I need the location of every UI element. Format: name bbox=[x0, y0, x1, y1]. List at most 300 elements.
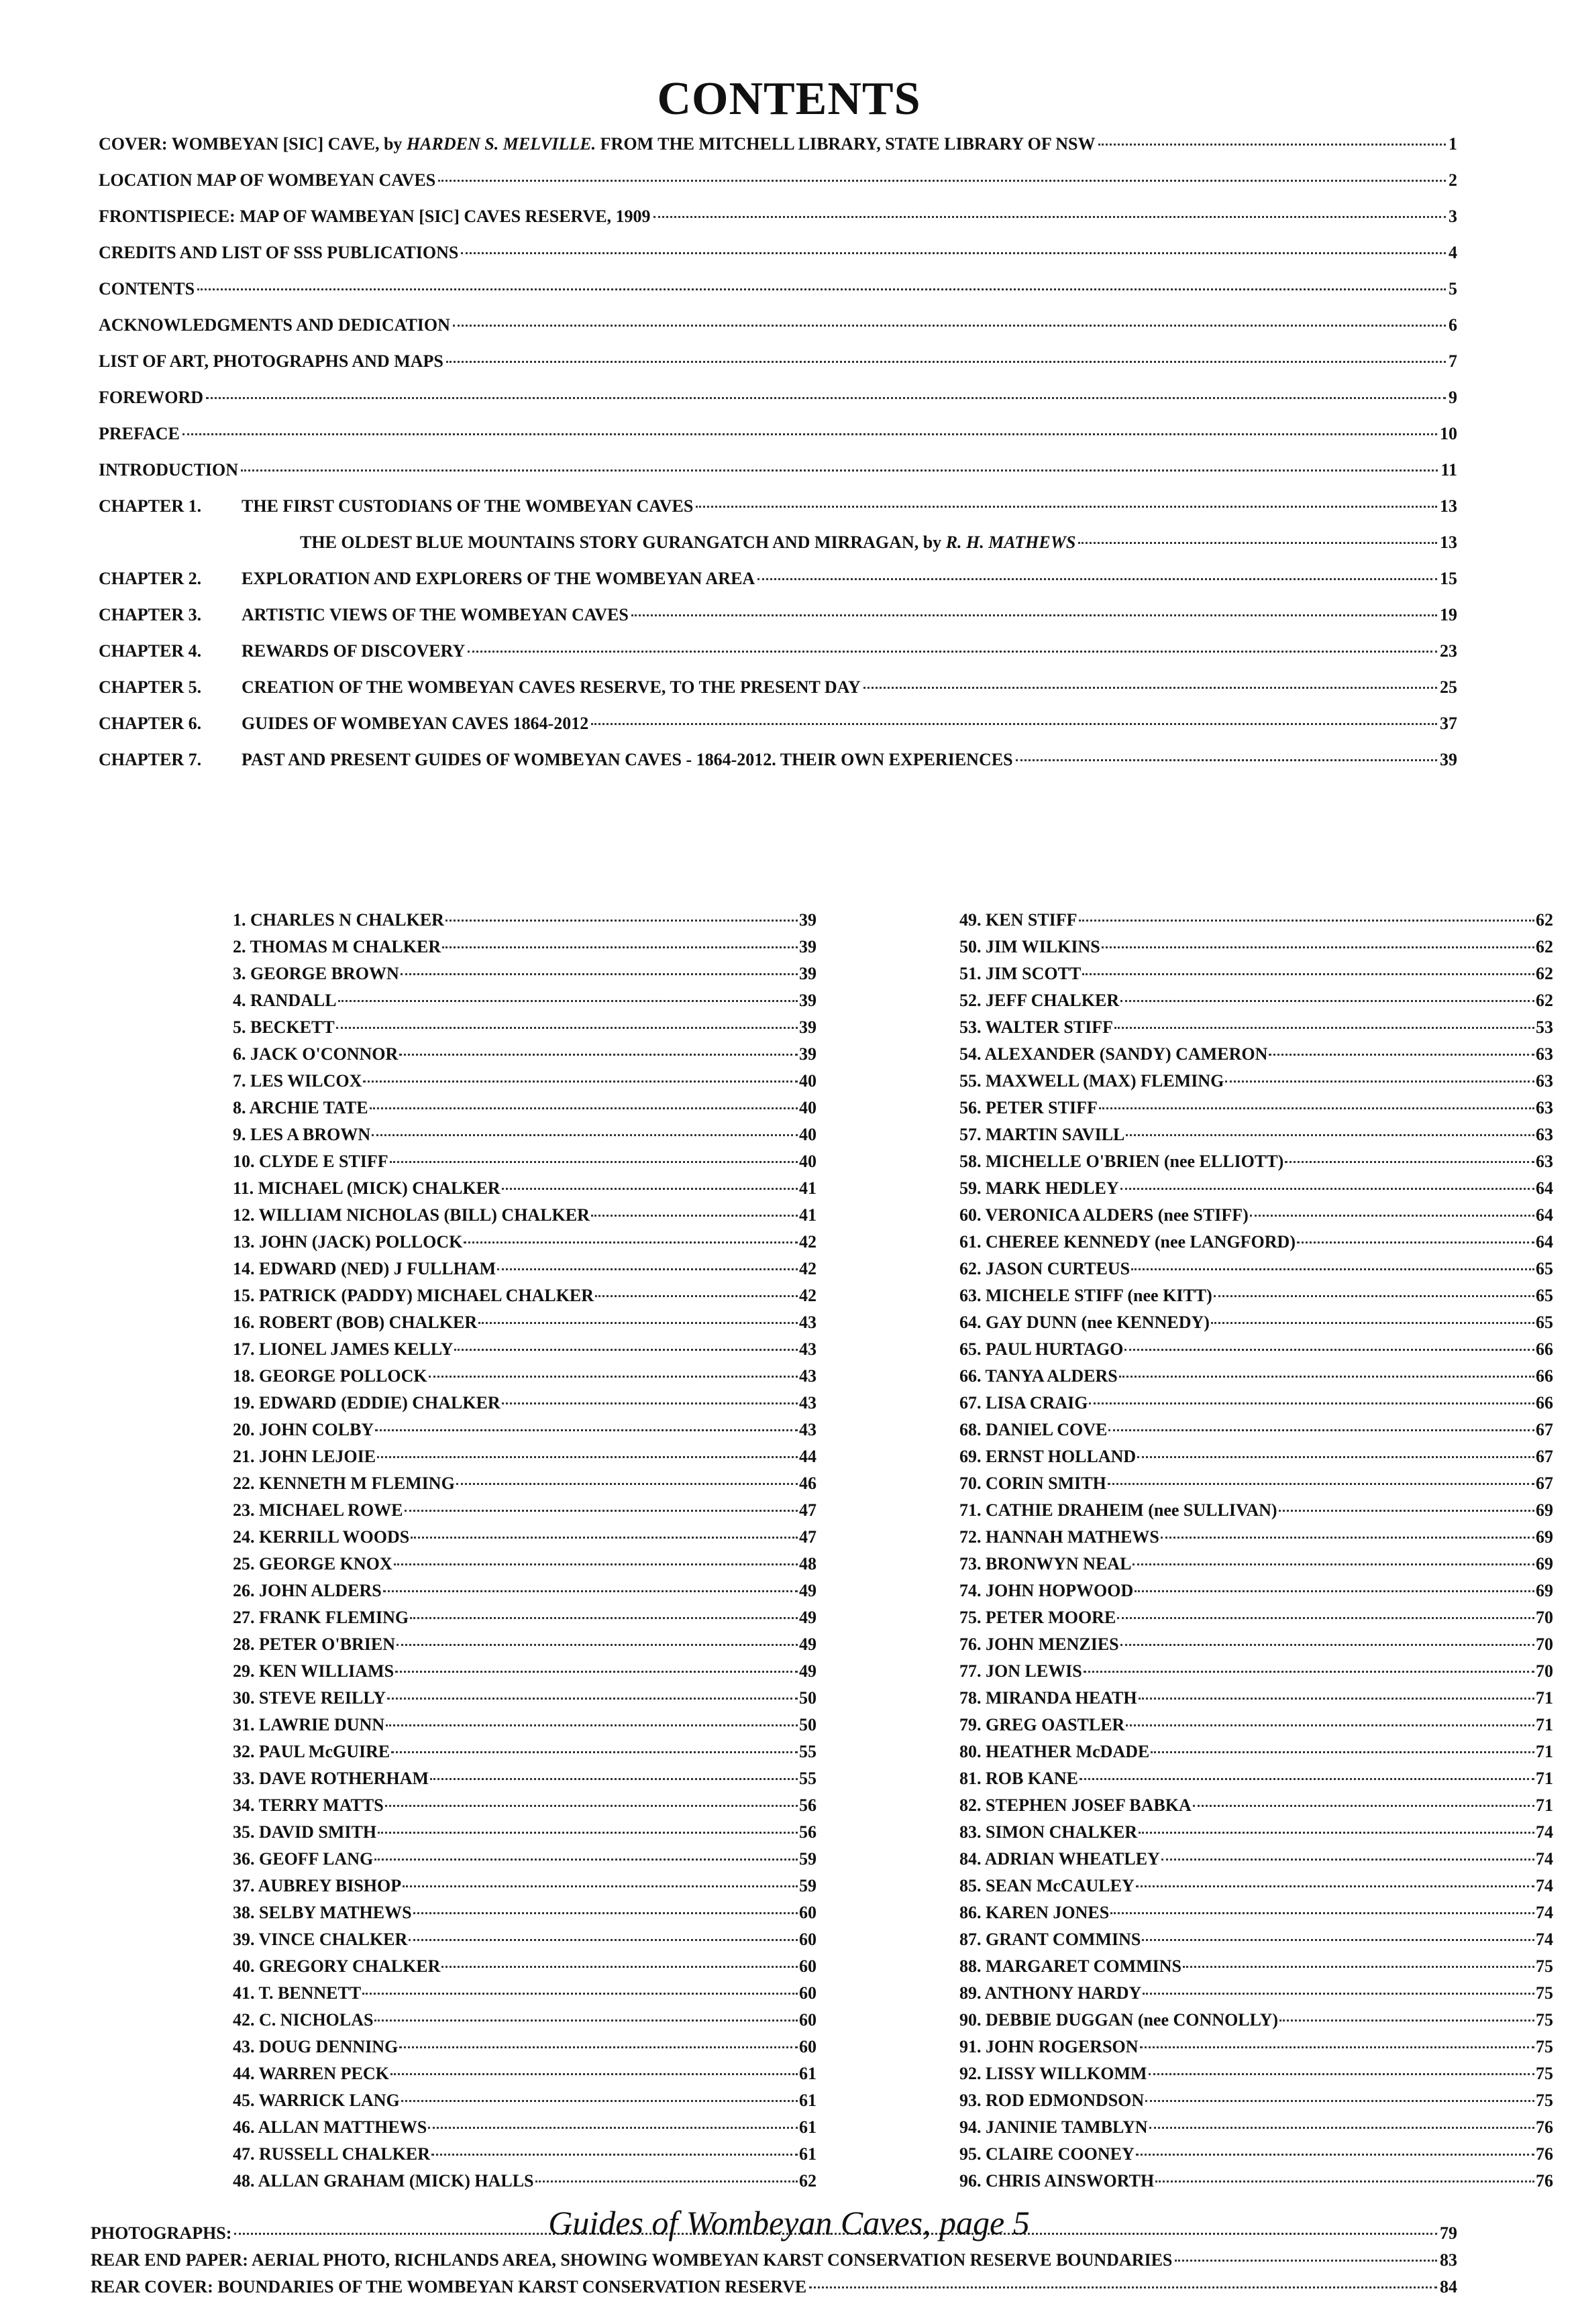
dot-leader bbox=[502, 1402, 798, 1404]
dot-leader bbox=[1269, 1054, 1534, 1056]
page-number: 62 bbox=[1536, 991, 1553, 1010]
guide-entry bbox=[233, 1500, 817, 1527]
page-number: 60 bbox=[799, 2010, 817, 2030]
page-title: CONTENTS bbox=[657, 73, 921, 125]
guide-name: 51. JIM SCOTT bbox=[959, 964, 1082, 983]
guide-name: 88. MARGARET COMMINS bbox=[959, 1956, 1182, 1976]
guide-name: 85. SEAN McCAULEY bbox=[959, 1876, 1135, 1895]
guide-entry bbox=[959, 1983, 1553, 2010]
guide-entry bbox=[233, 1098, 817, 1125]
guide-name: 20. JOHN COLBY bbox=[233, 1420, 374, 1439]
guide-name: 11. MICHAEL (MICK) CHALKER bbox=[233, 1178, 501, 1198]
guide-name: 71. CATHIE DRAHEIM (nee SULLIVAN) bbox=[959, 1500, 1277, 1520]
dot-leader bbox=[468, 651, 1437, 653]
dot-leader bbox=[386, 1724, 798, 1726]
guide-entry bbox=[233, 991, 817, 1017]
page-number: 75 bbox=[1536, 2064, 1553, 2083]
guide-entry bbox=[959, 1071, 1553, 1098]
guide-entry bbox=[959, 1178, 1553, 1205]
page-number: 74 bbox=[1536, 1876, 1553, 1895]
guide-entry bbox=[959, 1017, 1553, 1044]
page-number: 74 bbox=[1536, 1849, 1553, 1869]
guide-name: 52. JEFF CHALKER bbox=[959, 991, 1120, 1010]
page-number: 60 bbox=[799, 1956, 817, 1976]
page-number: 61 bbox=[799, 2064, 817, 2083]
dot-leader bbox=[502, 1188, 798, 1190]
page-number: 23 bbox=[1440, 641, 1457, 661]
page-number: 65 bbox=[1536, 1313, 1553, 1332]
guide-entry bbox=[959, 1661, 1553, 1688]
guide-entry bbox=[233, 1581, 817, 1608]
guide-entry bbox=[233, 1822, 817, 1849]
chapter-label: CHAPTER 3. bbox=[99, 605, 202, 624]
entry-title-text: THE OLDEST BLUE MOUNTAINS STORY GURANGATCH AND MIRRAGAN, by bbox=[300, 533, 946, 552]
guide-entry bbox=[959, 1688, 1553, 1715]
guide-name: 64. GAY DUNN (nee KENNEDY) bbox=[959, 1313, 1210, 1332]
page-number: 40 bbox=[799, 1125, 817, 1144]
page-number: 39 bbox=[799, 991, 817, 1010]
page-number: 47 bbox=[799, 1527, 817, 1547]
guide-name: 87. GRANT COMMINS bbox=[959, 1930, 1141, 1949]
guide-name: 78. MIRANDA HEATH bbox=[959, 1688, 1137, 1708]
guide-name: 69. ERNST HOLLAND bbox=[959, 1447, 1137, 1466]
dot-leader bbox=[363, 1081, 798, 1083]
page-number: 43 bbox=[799, 1366, 817, 1386]
dot-leader bbox=[1137, 1456, 1534, 1458]
toc-entry bbox=[99, 134, 1457, 170]
dot-leader bbox=[399, 1054, 798, 1056]
page-number: 69 bbox=[1536, 1581, 1553, 1600]
page-number: 71 bbox=[1536, 1742, 1553, 1761]
guide-entry bbox=[959, 1366, 1553, 1393]
dot-leader bbox=[387, 1698, 798, 1700]
toc-entry bbox=[99, 750, 1457, 786]
page-number: 66 bbox=[1536, 1393, 1553, 1413]
toc-entry bbox=[99, 170, 1457, 207]
guide-entry bbox=[959, 1930, 1553, 1956]
page-number: 25 bbox=[1440, 677, 1457, 697]
page-number: 56 bbox=[799, 1795, 817, 1815]
page-number: 7 bbox=[1449, 351, 1457, 371]
page-number: 60 bbox=[799, 2037, 817, 2056]
entry-title-text: ACKNOWLEDGMENTS AND DEDICATION bbox=[99, 315, 450, 335]
page-number: 69 bbox=[1536, 1527, 1553, 1547]
chapter-label: CHAPTER 1. bbox=[99, 496, 202, 516]
dot-leader bbox=[378, 1832, 798, 1834]
dot-leader bbox=[374, 1859, 798, 1861]
page-number: 40 bbox=[799, 1071, 817, 1091]
guide-name: 27. FRANK FLEMING bbox=[233, 1608, 409, 1627]
page-number: 55 bbox=[799, 1769, 817, 1788]
entry-title-text: EXPLORATION AND EXPLORERS OF THE WOMBEYAN AREA bbox=[242, 569, 755, 588]
entry-title-text: THE FIRST CUSTODIANS OF THE WOMBEYAN CAVES bbox=[242, 496, 694, 516]
guide-entry bbox=[959, 1152, 1553, 1178]
dot-leader bbox=[1108, 1429, 1534, 1431]
dot-leader bbox=[1126, 1724, 1534, 1726]
guide-entry bbox=[959, 1822, 1553, 1849]
page-number: 19 bbox=[1440, 605, 1457, 624]
guide-name: 68. DANIEL COVE bbox=[959, 1420, 1108, 1439]
entry-title-italic: R. H. MATHEWS bbox=[945, 533, 1076, 552]
guide-name: 95. CLAIRE COONEY bbox=[959, 2144, 1135, 2164]
toc-entry bbox=[99, 424, 1457, 460]
dot-leader bbox=[1131, 1268, 1534, 1270]
guide-name: 53. WALTER STIFF bbox=[959, 1017, 1114, 1037]
dot-leader bbox=[374, 2019, 798, 2022]
guide-name: 72. HANNAH MATHEWS bbox=[959, 1527, 1159, 1547]
dot-leader bbox=[1214, 1295, 1534, 1297]
entry-title-text: LIST OF ART, PHOTOGRAPHS AND MAPS bbox=[99, 351, 443, 371]
dot-leader bbox=[1124, 1349, 1534, 1351]
dot-leader bbox=[1136, 1885, 1534, 1887]
guide-entry bbox=[959, 2010, 1553, 2037]
guide-entry bbox=[233, 1849, 817, 1876]
page-number: 42 bbox=[799, 1232, 817, 1252]
page-number: 71 bbox=[1536, 1688, 1553, 1708]
guide-entry bbox=[959, 1715, 1553, 1742]
page-number: 67 bbox=[1536, 1474, 1553, 1493]
page-number: 70 bbox=[1536, 1608, 1553, 1627]
guide-name: 65. PAUL HURTAGO bbox=[959, 1339, 1124, 1359]
toc-entries bbox=[99, 134, 1457, 786]
page-number: 60 bbox=[799, 1903, 817, 1922]
dot-leader bbox=[431, 2154, 798, 2156]
dot-leader bbox=[394, 1563, 798, 1565]
guide-entry bbox=[233, 2117, 817, 2144]
page-number: 4 bbox=[1449, 243, 1457, 262]
page-number: 50 bbox=[799, 1688, 817, 1708]
guide-name: 4. RANDALL bbox=[233, 991, 337, 1010]
dot-leader bbox=[1078, 542, 1437, 544]
toc-entry bbox=[99, 641, 1457, 677]
page-number: 50 bbox=[799, 1715, 817, 1734]
dot-leader bbox=[1108, 1483, 1534, 1485]
dot-leader bbox=[430, 1778, 798, 1780]
page-number: 11 bbox=[1440, 460, 1457, 480]
entry-title-text: INTRODUCTION bbox=[99, 460, 239, 480]
entry-title bbox=[242, 569, 755, 589]
dot-leader bbox=[428, 2127, 798, 2129]
page-number: 62 bbox=[799, 2171, 817, 2191]
page-number: 39 bbox=[799, 910, 817, 930]
entry-title bbox=[242, 677, 861, 698]
entry-title bbox=[99, 279, 195, 299]
dot-leader bbox=[497, 1268, 798, 1270]
guide-entry bbox=[233, 1366, 817, 1393]
dot-leader bbox=[1102, 946, 1534, 948]
entry-title-italic: HARDEN S. MELVILLE. bbox=[406, 134, 596, 154]
dot-leader bbox=[390, 1161, 798, 1163]
guide-entry bbox=[959, 2144, 1553, 2171]
guide-name: 60. VERONICA ALDERS (nee STIFF) bbox=[959, 1205, 1249, 1225]
guide-name: 21. JOHN LEJOIE bbox=[233, 1447, 376, 1466]
dot-leader bbox=[1145, 2100, 1534, 2102]
guide-entry bbox=[959, 2037, 1553, 2064]
dot-leader bbox=[338, 1000, 798, 1002]
guide-entry bbox=[959, 1098, 1553, 1125]
guide-entry bbox=[233, 1688, 817, 1715]
guide-name: 14. EDWARD (NED) J FULLHAM bbox=[233, 1259, 496, 1278]
dot-leader bbox=[478, 1322, 798, 1324]
guide-entry bbox=[233, 1608, 817, 1635]
page-number: 63 bbox=[1536, 1125, 1553, 1144]
guide-name: 10. CLYDE E STIFF bbox=[233, 1152, 388, 1171]
guide-name: 28. PETER O'BRIEN bbox=[233, 1635, 395, 1654]
dot-leader bbox=[401, 2100, 798, 2102]
page-number: 83 bbox=[1440, 2250, 1457, 2270]
dot-leader bbox=[1126, 1134, 1534, 1136]
guide-entry bbox=[959, 1795, 1553, 1822]
dot-leader bbox=[1297, 1241, 1534, 1243]
guide-name: 58. MICHELLE O'BRIEN (nee ELLIOTT) bbox=[959, 1152, 1284, 1171]
page-number: 74 bbox=[1536, 1903, 1553, 1922]
guide-entry bbox=[233, 1259, 817, 1286]
entry-title bbox=[99, 134, 1096, 154]
page-number: 60 bbox=[799, 1930, 817, 1949]
toc-entry bbox=[99, 569, 1457, 605]
guide-entry bbox=[233, 1125, 817, 1152]
entry-title-text: PAST AND PRESENT GUIDES OF WOMBEYAN CAVES - 1864-2012. THEIR OWN EXPERIENCES bbox=[242, 750, 1013, 769]
guide-name: 74. JOHN HOPWOOD bbox=[959, 1581, 1134, 1600]
guide-name: 75. PETER MOORE bbox=[959, 1608, 1116, 1627]
dot-leader bbox=[1250, 1215, 1534, 1217]
page-number: 63 bbox=[1536, 1152, 1553, 1171]
guide-name: 49. KEN STIFF bbox=[959, 910, 1077, 930]
dot-leader bbox=[1114, 1027, 1534, 1029]
dot-leader bbox=[1193, 1805, 1534, 1807]
guide-name: 25. GEORGE KNOX bbox=[233, 1554, 392, 1573]
page-number: 76 bbox=[1536, 2171, 1553, 2191]
dot-leader bbox=[1211, 1322, 1534, 1324]
page-number: 63 bbox=[1536, 1098, 1553, 1117]
guide-name: 57. MARTIN SAVILL bbox=[959, 1125, 1125, 1144]
entry-title bbox=[242, 641, 465, 661]
dot-leader bbox=[377, 1456, 798, 1458]
page-number: 61 bbox=[799, 2091, 817, 2110]
dot-leader bbox=[591, 1215, 798, 1217]
chapter-label: CHAPTER 6. bbox=[99, 714, 202, 733]
dot-leader bbox=[399, 2046, 798, 2048]
guide-name: 43. DOUG DENNING bbox=[233, 2037, 399, 2056]
guide-entry bbox=[959, 1044, 1553, 1071]
guide-entry bbox=[959, 1769, 1553, 1795]
dot-leader bbox=[1016, 759, 1437, 761]
guide-entry bbox=[233, 2091, 817, 2117]
guide-name: 12. WILLIAM NICHOLAS (BILL) CHALKER bbox=[233, 1205, 590, 1225]
guide-name: 50. JIM WILKINS bbox=[959, 937, 1100, 956]
guide-entry bbox=[959, 1742, 1553, 1769]
guide-name: 93. ROD EDMONDSON bbox=[959, 2091, 1145, 2110]
guide-entry bbox=[233, 1554, 817, 1581]
guide-name: 96. CHRIS AINSWORTH bbox=[959, 2171, 1155, 2191]
page-number: 44 bbox=[799, 1447, 817, 1466]
dot-leader bbox=[1139, 1698, 1534, 1700]
entry-title bbox=[242, 750, 1013, 770]
dot-leader bbox=[809, 2286, 1437, 2288]
page-number: 56 bbox=[799, 1822, 817, 1842]
dot-leader bbox=[362, 1993, 798, 1995]
page-number: 62 bbox=[1536, 937, 1553, 956]
page-number: 70 bbox=[1536, 1661, 1553, 1681]
page-number: 48 bbox=[799, 1554, 817, 1573]
page-number: 62 bbox=[1536, 964, 1553, 983]
dot-leader bbox=[535, 2180, 798, 2182]
guide-entry bbox=[233, 1232, 817, 1259]
dot-leader bbox=[1140, 2046, 1534, 2048]
page-number: 5 bbox=[1449, 279, 1457, 298]
guide-name: 42. C. NICHOLAS bbox=[233, 2010, 374, 2030]
page-number: 61 bbox=[799, 2117, 817, 2137]
guides-list bbox=[99, 910, 1553, 2265]
dot-leader bbox=[206, 397, 1446, 399]
toc-entry bbox=[91, 2277, 1457, 2304]
entry-title-text: FRONTISPIECE: MAP OF WAMBEYAN [SIC] CAVES RESERVE, 1909 bbox=[99, 207, 651, 226]
guide-entry bbox=[233, 1447, 817, 1474]
guide-entry bbox=[233, 1715, 817, 1742]
guide-name: 29. KEN WILLIAMS bbox=[233, 1661, 394, 1681]
dot-leader bbox=[403, 1885, 798, 1887]
page-number: 64 bbox=[1536, 1178, 1553, 1198]
entry-title bbox=[99, 315, 450, 335]
dot-leader bbox=[1119, 1376, 1534, 1378]
page-number: 67 bbox=[1536, 1420, 1553, 1439]
page-number: 70 bbox=[1536, 1635, 1553, 1654]
entry-title bbox=[242, 496, 693, 516]
page-number: 13 bbox=[1440, 533, 1457, 552]
guide-entry bbox=[233, 1044, 817, 1071]
dot-leader bbox=[863, 687, 1437, 689]
entry-title bbox=[300, 533, 1075, 553]
guide-name: 67. LISA CRAIG bbox=[959, 1393, 1088, 1413]
page-number: 42 bbox=[799, 1259, 817, 1278]
dot-leader bbox=[1285, 1161, 1534, 1163]
page-number: 59 bbox=[799, 1876, 817, 1895]
entry-title bbox=[99, 207, 651, 227]
dot-leader bbox=[1136, 2154, 1534, 2156]
page-number: 9 bbox=[1449, 388, 1457, 407]
guides-column-right bbox=[959, 910, 1553, 2198]
dot-leader bbox=[1175, 2260, 1437, 2262]
dot-leader bbox=[182, 433, 1437, 435]
page-number: 60 bbox=[799, 1983, 817, 2003]
guide-name: 40. GREGORY CHALKER bbox=[233, 1956, 441, 1976]
toc-entry bbox=[99, 714, 1457, 750]
dot-leader bbox=[429, 1376, 798, 1378]
guide-name: 46. ALLAN MATTHEWS bbox=[233, 2117, 427, 2137]
guide-entry bbox=[959, 910, 1553, 937]
page-number: 43 bbox=[799, 1313, 817, 1332]
guide-entry bbox=[233, 1930, 817, 1956]
guide-entry bbox=[959, 964, 1553, 991]
guide-name: 34. TERRY MATTS bbox=[233, 1795, 384, 1815]
guide-entry bbox=[959, 1286, 1553, 1313]
toc-entry bbox=[99, 207, 1457, 243]
chapter-label: CHAPTER 5. bbox=[99, 677, 202, 697]
guide-name: 37. AUBREY BISHOP bbox=[233, 1876, 402, 1895]
page-number: 39 bbox=[799, 964, 817, 983]
guide-name: 45. WARRICK LANG bbox=[233, 2091, 400, 2110]
guide-entry bbox=[959, 1393, 1553, 1420]
page-number: 43 bbox=[799, 1420, 817, 1439]
dot-leader bbox=[453, 325, 1446, 327]
dot-leader bbox=[1149, 2127, 1534, 2129]
guide-entry bbox=[233, 2010, 817, 2037]
guide-name: 38. SELBY MATHEWS bbox=[233, 1903, 412, 1922]
guide-entry bbox=[233, 937, 817, 964]
guide-name: 5. BECKETT bbox=[233, 1017, 335, 1037]
dot-leader bbox=[595, 1295, 798, 1297]
entry-title-text: FOREWORD bbox=[99, 388, 203, 407]
guide-name: 76. JOHN MENZIES bbox=[959, 1635, 1119, 1654]
toc-entry bbox=[91, 2250, 1457, 2277]
guide-name: 41. T. BENNETT bbox=[233, 1983, 362, 2003]
guide-entry bbox=[959, 1876, 1553, 1903]
page-number: 39 bbox=[799, 937, 817, 956]
dot-leader bbox=[1155, 2180, 1534, 2182]
page-number: 79 bbox=[1440, 2223, 1457, 2243]
dot-leader bbox=[1149, 2073, 1534, 2075]
guide-entry bbox=[233, 2064, 817, 2091]
dot-leader bbox=[1080, 1778, 1534, 1780]
guide-name: 61. CHEREE KENNEDY (nee LANGFORD) bbox=[959, 1232, 1296, 1252]
dot-leader bbox=[446, 361, 1446, 363]
guide-entry bbox=[233, 1635, 817, 1661]
page-number: 37 bbox=[1440, 714, 1457, 733]
dot-leader bbox=[375, 1429, 798, 1431]
page-number: 66 bbox=[1536, 1366, 1553, 1386]
guide-entry bbox=[233, 1017, 817, 1044]
dot-leader bbox=[1089, 1402, 1534, 1404]
guide-entry bbox=[233, 1956, 817, 1983]
guide-entry bbox=[233, 2037, 817, 2064]
guide-entry bbox=[959, 1339, 1553, 1366]
page-number: 71 bbox=[1536, 1769, 1553, 1788]
guide-entry bbox=[959, 937, 1553, 964]
page-number: 71 bbox=[1536, 1795, 1553, 1815]
dot-leader bbox=[1279, 2019, 1534, 2022]
guide-name: 90. DEBBIE DUGGAN (nee CONNOLLY) bbox=[959, 2010, 1279, 2030]
dot-leader bbox=[1161, 1537, 1534, 1539]
page-number: 59 bbox=[799, 1849, 817, 1869]
toc-entry bbox=[99, 315, 1457, 351]
page-number: 49 bbox=[799, 1581, 817, 1600]
page-number: 63 bbox=[1536, 1071, 1553, 1091]
page-number: 74 bbox=[1536, 1822, 1553, 1842]
page-number: 49 bbox=[799, 1661, 817, 1681]
guide-name: 92. LISSY WILLKOMM bbox=[959, 2064, 1147, 2083]
dot-leader bbox=[1110, 1912, 1534, 1914]
guide-name: 80. HEATHER McDADE bbox=[959, 1742, 1150, 1761]
dot-leader bbox=[397, 1644, 798, 1646]
page-number: 55 bbox=[799, 1742, 817, 1761]
guide-entry bbox=[959, 1554, 1553, 1581]
guide-name: 89. ANTHONY HARDY bbox=[959, 1983, 1142, 2003]
entry-title bbox=[99, 351, 443, 372]
guide-name: 23. MICHAEL ROWE bbox=[233, 1500, 403, 1520]
page-number: 69 bbox=[1536, 1500, 1553, 1520]
page-number: 74 bbox=[1536, 1930, 1553, 1949]
guide-name: 9. LES A BROWN bbox=[233, 1125, 371, 1144]
dot-leader bbox=[1098, 144, 1446, 146]
guide-entry bbox=[233, 1205, 817, 1232]
entry-title bbox=[242, 714, 588, 734]
page-number: 61 bbox=[799, 2144, 817, 2164]
dot-leader bbox=[409, 1939, 798, 1941]
guide-name: 31. LAWRIE DUNN bbox=[233, 1715, 385, 1734]
guide-name: 26. JOHN ALDERS bbox=[233, 1581, 382, 1600]
guide-entry bbox=[233, 1876, 817, 1903]
guide-name: 18. GEORGE POLLOCK bbox=[233, 1366, 427, 1386]
